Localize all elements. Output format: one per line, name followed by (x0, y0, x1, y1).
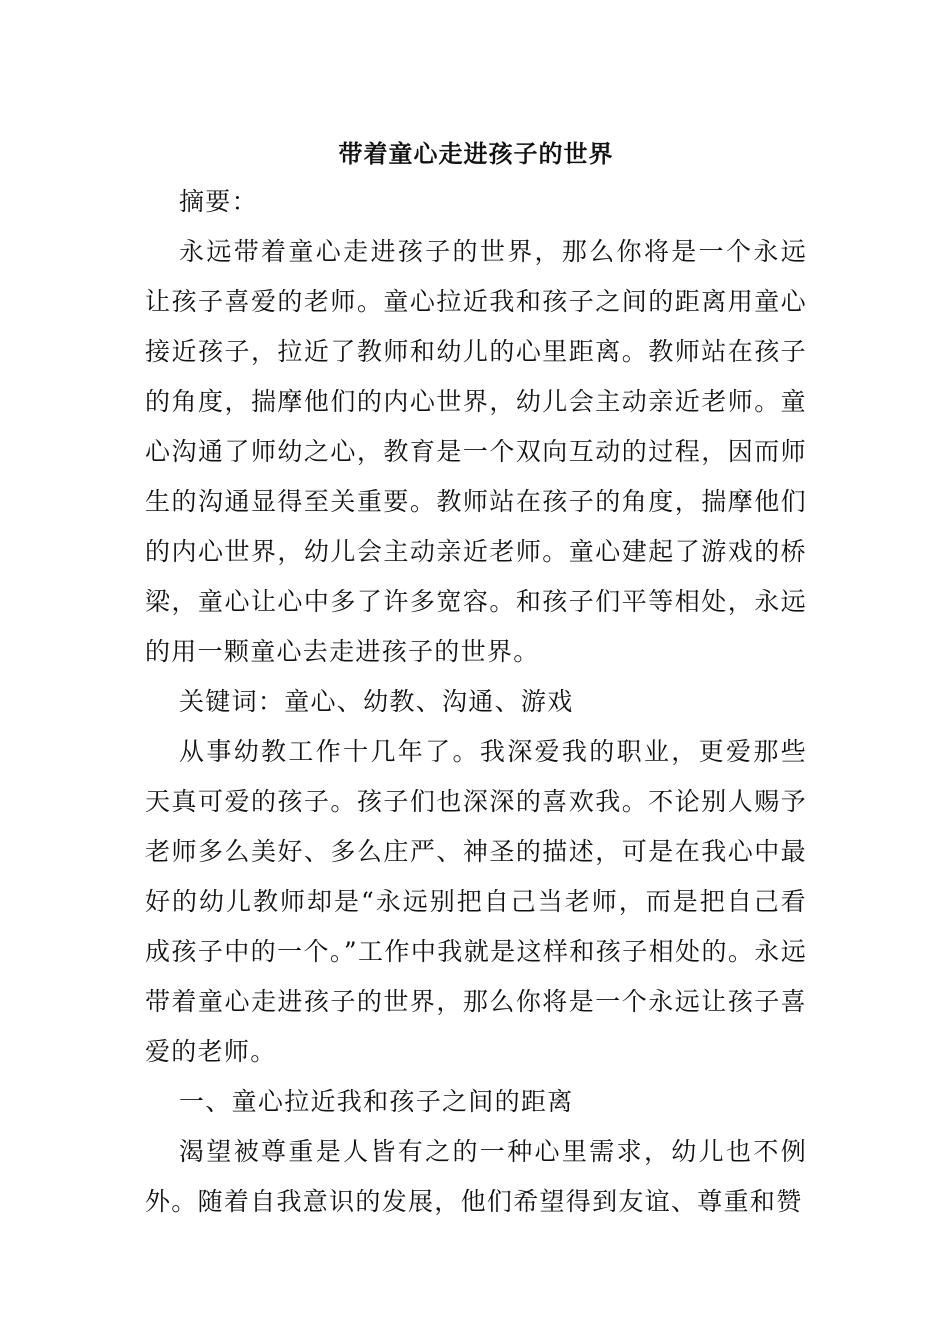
document-title: 带着童心走进孩子的世界 (338, 139, 614, 168)
keywords-line: 关键词：童心、幼教、沟通、游戏 (179, 687, 574, 716)
section-heading: 一、童心拉近我和孩子之间的距离 (179, 1087, 574, 1116)
section-paragraph: 渴望被尊重是人皆有之的一种心里需求，幼儿也不例外。随着自我意识的发展，他们希望得到友谊、尊重和赞 (145, 1137, 807, 1216)
abstract-label: 摘要： (179, 187, 258, 216)
abstract-paragraph: 永远带着童心走进孩子的世界，那么你将是一个永远让孩子喜爱的老师。童心拉近我和孩子之间的距离用童心接近孩子，拉近了教师和幼儿的心里距离。教师站在孩子的角度，揣摩他们的内心世界，幼儿会主动亲近老师。童心沟通了师幼之心，教育是一个双向互动的过程，因而师生的沟通显得至关重要。教师站在孩子的角度，揣摩他们的内心世界，幼儿会主动亲近老师。童心建起了游戏的桥梁，童心让心中多了许多宽容。和孩子们平等相处，永远的用一颗童心去走进孩子的世界。 (145, 237, 807, 666)
document-body (145, 131, 807, 1227)
intro-paragraph: 从事幼教工作十几年了。我深爱我的职业，更爱那些天真可爱的孩子。孩子们也深深的喜欢我。不论别人赐予老师多么美好、多么庄严、神圣的描述，可是在我心中最好的幼儿教师却是“永远别把自己当老师，而是把自己看成孩子中的一个。”工作中我就是这样和孩子相处的。永远带着童心走进孩子的世界，那么你将是一个永远让孩子喜爱的老师。 (145, 737, 807, 1066)
